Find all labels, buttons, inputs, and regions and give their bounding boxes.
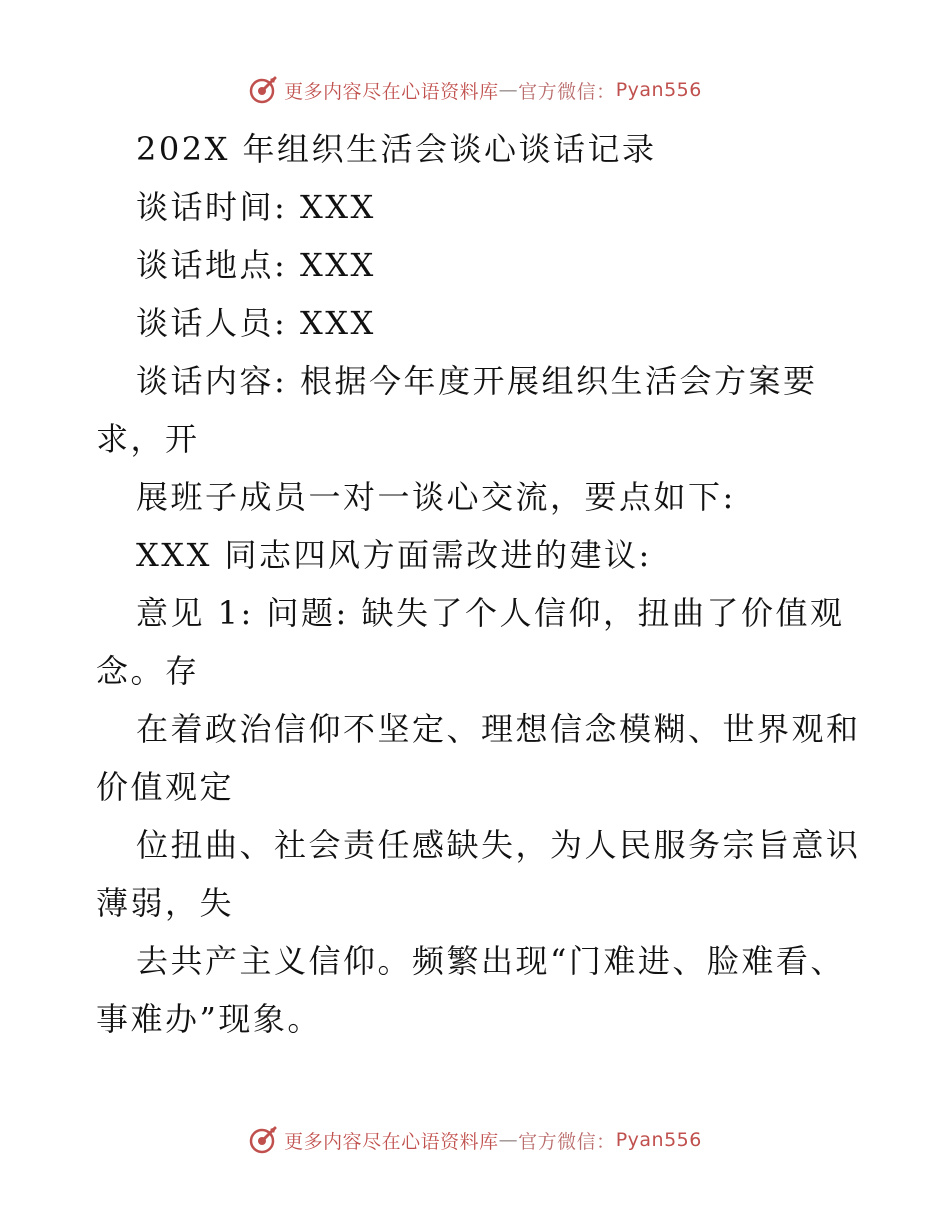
banner-wechat-label: 官方微信： xyxy=(518,80,616,103)
text-line: 求，开 xyxy=(96,420,200,458)
talk-participants-line: 谈话人员: XXX xyxy=(136,304,376,342)
banner-main-text: 更多内容尽在心语资料库 xyxy=(284,1130,499,1153)
banner-dash: — xyxy=(498,79,519,101)
section-heading: XXX 同志四风方面需改进的建议: xyxy=(136,536,652,574)
footer-watermark-banner xyxy=(0,1122,950,1158)
banner-dash: — xyxy=(498,1129,519,1151)
pen-logo-icon xyxy=(248,75,278,105)
header-watermark-banner xyxy=(0,72,950,108)
text-line: 在着政治信仰不坚定、理想信念模糊、世界观和 xyxy=(136,710,861,748)
pen-logo-icon xyxy=(248,1125,278,1155)
banner-wechat-id: Pyan556 xyxy=(615,1129,702,1151)
text-line: 展班子成员一对一谈心交流，要点如下: xyxy=(136,478,736,516)
text-line: 念。存 xyxy=(96,652,200,690)
talk-location-line: 谈话地点: XXX xyxy=(136,246,376,284)
text-line: 位扭曲、社会责任感缺失，为人民服务宗旨意识 xyxy=(136,826,861,864)
text-line: 去共产主义信仰。频繁出现“门难进、脸难看、 xyxy=(136,942,845,980)
text-line: 事难办”现象。 xyxy=(96,1000,322,1038)
document-title: 202X 年组织生活会谈心谈话记录 xyxy=(136,130,657,168)
text-line: 薄弱，失 xyxy=(96,884,235,922)
opinion-1-line: 意见 1: 问题: 缺失了个人信仰，扭曲了价值观 xyxy=(136,594,845,632)
talk-content-line: 谈话内容: 根据今年度开展组织生活会方案要 xyxy=(136,362,818,400)
talk-time-line: 谈话时间: XXX xyxy=(136,188,376,226)
document-body xyxy=(96,120,861,1048)
text-line: 价值观定 xyxy=(96,768,235,806)
banner-wechat-label: 官方微信： xyxy=(518,1130,616,1153)
banner-wechat-id: Pyan556 xyxy=(615,79,702,101)
banner-main-text: 更多内容尽在心语资料库 xyxy=(284,80,499,103)
